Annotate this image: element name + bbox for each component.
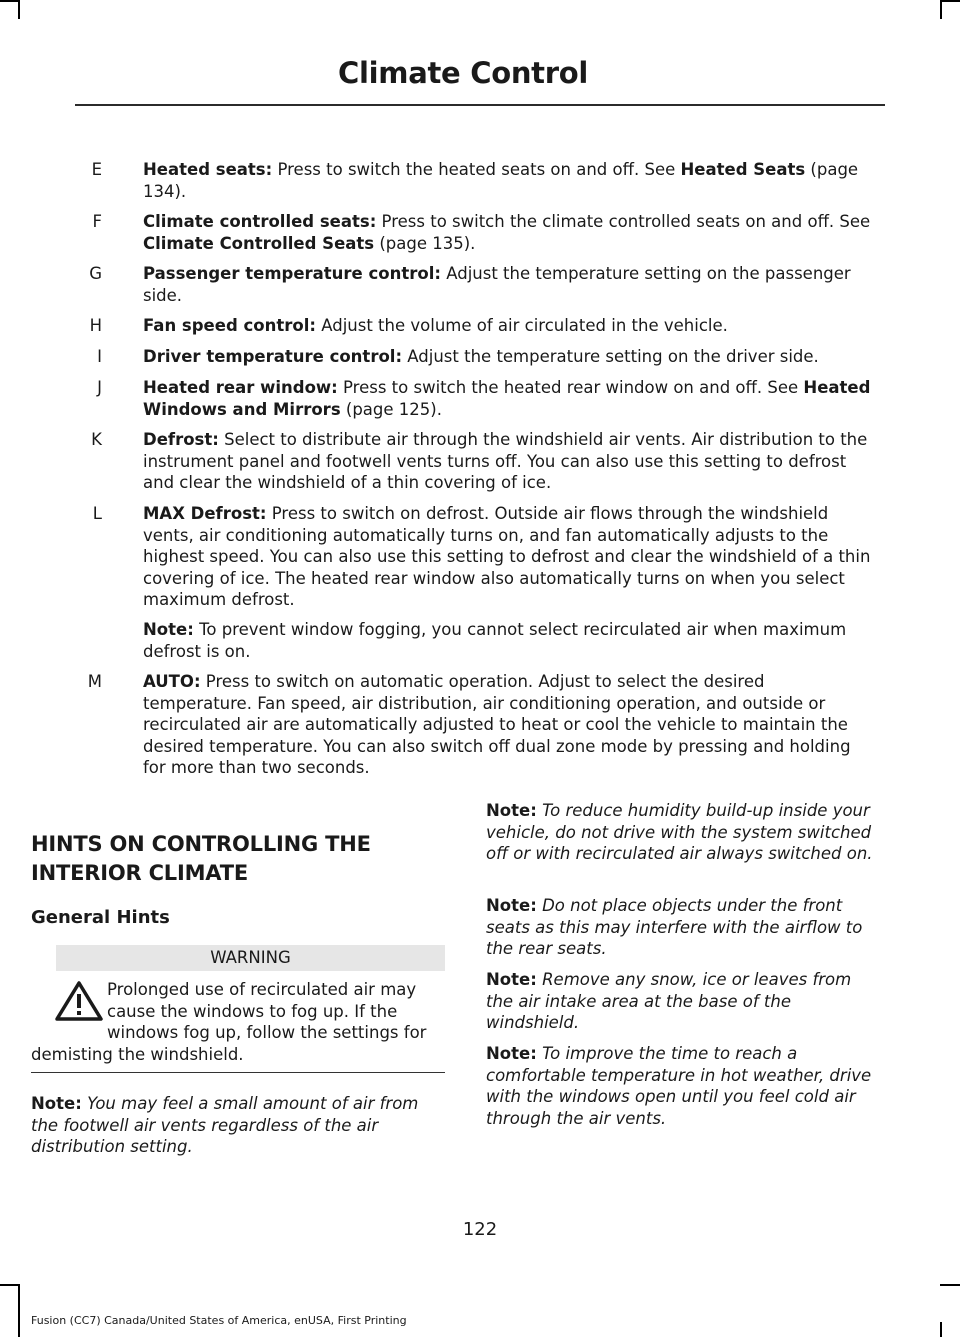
item-body xyxy=(143,211,878,254)
crop-mark-bottom-right-v xyxy=(940,1322,942,1337)
item-letter: G xyxy=(89,264,102,283)
item-text: Adjust the volume of air circulated in the vehicle. xyxy=(315,316,728,335)
item-letter: F xyxy=(92,212,102,231)
item-body xyxy=(143,671,878,779)
footer-text: Fusion (CC7) Canada/United States of America, enUSA, First Printing xyxy=(31,1314,407,1327)
item-body xyxy=(143,377,878,420)
warning-rule xyxy=(31,1072,445,1073)
subheading: General Hints xyxy=(31,907,170,928)
crop-mark-top-left xyxy=(0,0,19,2)
item-body xyxy=(143,346,878,368)
warning-title: WARNING xyxy=(210,948,291,967)
right-note xyxy=(486,1043,881,1129)
item-label: Heated seats: xyxy=(143,160,273,179)
item-label: Defrost: xyxy=(143,430,219,449)
crop-mark-top-right-v xyxy=(940,0,942,19)
crop-mark-bottom-left xyxy=(0,1284,19,1286)
note-body xyxy=(143,619,878,662)
item-page-ref: (page 135). xyxy=(374,233,476,253)
item-reference[interactable]: Climate Controlled Seats xyxy=(143,233,375,253)
item-text: Adjust the temperature setting on the driver side. xyxy=(402,347,819,366)
item-reference[interactable]: Heated Windows and Mirrors xyxy=(143,378,871,419)
crop-mark-bottom-left-v xyxy=(18,1284,20,1337)
note-label: Note: xyxy=(31,1094,82,1113)
item-letter: M xyxy=(87,672,102,691)
item-label: MAX Defrost: xyxy=(143,504,267,523)
page-title: Climate Control xyxy=(338,56,588,90)
item-letter: E xyxy=(91,160,102,179)
item-label: Climate controlled seats: xyxy=(143,212,377,231)
item-text: Adjust the temperature setting on the passenger side. xyxy=(143,264,851,305)
right-note xyxy=(486,969,881,1034)
note-text: To prevent window fogging, you cannot select recirculated air when maximum defrost is on. xyxy=(143,620,847,661)
section-heading xyxy=(31,830,445,888)
item-letter: L xyxy=(92,504,102,523)
item-text: Press to switch the heated rear window on and off. See xyxy=(337,378,804,397)
item-letter: I xyxy=(97,347,102,366)
note-label: Note: xyxy=(486,970,537,989)
item-text: Press to switch on automatic operation. Adjust to select the desired temperature. Fan speed, air distribution, air conditioning operation, and outside or recirculated air are automatically adjusted to heat or cool the vehicle to maintain the desired temperature. You can also switch off dual zone mode by pressing and holding for more than two seconds. xyxy=(143,672,851,777)
item-text: Press to switch the heated seats on and off. See xyxy=(272,160,681,179)
page-number: 122 xyxy=(462,1219,498,1240)
item-text: Select to distribute air through the windshield air vents. Air distribution to the instrument panel and footwell vents turns off. You can also use this setting to defrost and clear the windshield of a thin covering of ice. xyxy=(143,430,868,492)
note-label: Note: xyxy=(486,896,537,915)
item-body xyxy=(143,263,878,306)
item-body xyxy=(143,503,878,611)
crop-mark-bottom-right xyxy=(940,1284,960,1286)
item-letter: J xyxy=(97,378,102,397)
warning-text-content: Prolonged use of recirculated air may cause the windows to fog up. If the windows fog up, follow the settings for demisting the windshield. xyxy=(31,980,427,1064)
left-note xyxy=(31,1093,445,1158)
warning-text xyxy=(31,979,445,1065)
item-letter: K xyxy=(91,430,102,449)
item-label: AUTO: xyxy=(143,672,201,691)
crop-mark-top-left-v xyxy=(18,0,20,19)
item-label: Driver temperature control: xyxy=(143,347,403,366)
item-text: Press to switch the climate controlled seats on and off. See xyxy=(376,212,871,231)
crop-mark-top-right xyxy=(940,0,960,2)
item-label: Fan speed control: xyxy=(143,316,316,335)
item-page-ref: (page 134). xyxy=(143,160,859,201)
item-body xyxy=(143,159,878,202)
right-note xyxy=(486,800,881,865)
item-text: Press to switch on defrost. Outside air flows through the windshield vents, air conditioning automatically turns on, and fan automatically adjusts to the highest speed. You can also use this setting to defrost and clear the windshield of a thin covering of ice. The heated rear window also automatically turns on when you select maximum defrost. xyxy=(143,504,871,609)
item-page-ref: (page 125). xyxy=(340,399,442,419)
note-text: To reduce humidity build-up inside your vehicle, do not drive with the system switched off or with recirculated air always switched on. xyxy=(486,801,873,863)
note-text: Remove any snow, ice or leaves from the air intake area at the base of the windshield. xyxy=(486,970,852,1032)
item-body xyxy=(143,315,878,337)
note-text: Do not place objects under the front seats as this may interfere with the airflow to the rear seats. xyxy=(486,896,863,958)
note-label: Note: xyxy=(486,1044,537,1063)
item-body xyxy=(143,429,878,494)
note-text: You may feel a small amount of air from the footwell air vents regardless of the air distribution setting. xyxy=(31,1094,419,1156)
item-label: Heated rear window: xyxy=(143,378,338,397)
header-rule xyxy=(75,104,885,106)
heading-line-1: HINTS ON CONTROLLING THE xyxy=(31,832,371,856)
note-text: To improve the time to reach a comfortable temperature in hot weather, drive with the windows open until you feel cold air through the air vents. xyxy=(486,1044,872,1128)
heading-line-2: INTERIOR CLIMATE xyxy=(31,861,248,885)
item-letter: H xyxy=(89,316,102,335)
right-note xyxy=(486,895,881,960)
item-label: Passenger temperature control: xyxy=(143,264,441,283)
item-reference[interactable]: Heated Seats xyxy=(680,160,806,179)
note-label: Note: xyxy=(143,620,194,639)
note-label: Note: xyxy=(486,801,537,820)
